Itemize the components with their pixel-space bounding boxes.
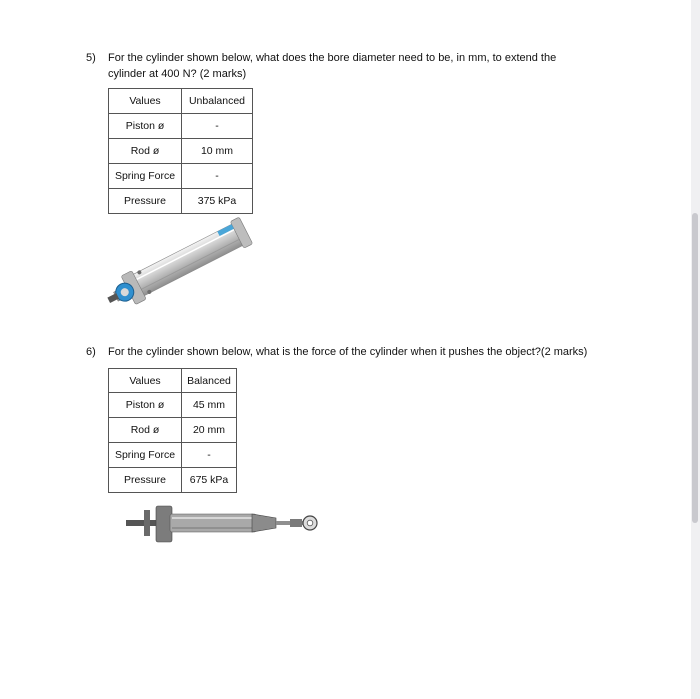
- scrollbar-thumb[interactable]: [692, 213, 698, 523]
- hydraulic-cylinder-image: [126, 502, 322, 546]
- table-header-cell: Values: [109, 89, 182, 114]
- question-6-line-1: For the cylinder shown below, what is the force of the cylinder when it pushes the object?(2 marks): [108, 346, 588, 358]
- table-row: [109, 189, 253, 214]
- table-cell: Spring Force: [109, 164, 182, 189]
- table-row: [109, 164, 253, 189]
- table-cell: -: [182, 443, 237, 468]
- table-cell: 45 mm: [182, 393, 237, 418]
- table-cell: Piston ø: [109, 393, 182, 418]
- table-header-row: [109, 89, 253, 114]
- table-row: [109, 139, 253, 164]
- question-6: [86, 344, 676, 362]
- table-cell: -: [182, 114, 253, 139]
- question-5-line-2: cylinder at 400 N? (2 marks): [108, 68, 247, 80]
- question-5-line-1: For the cylinder shown below, what does the bore diameter need to be, in mm, to extend the: [108, 52, 557, 64]
- table-cell: Rod ø: [109, 418, 182, 443]
- table-row: [109, 418, 237, 443]
- table-cell: 675 kPa: [182, 468, 237, 493]
- table-header-row: [109, 369, 237, 393]
- table-row: [109, 393, 237, 418]
- table-row: [109, 443, 237, 468]
- question-5: [86, 50, 646, 84]
- table-cell: Rod ø: [109, 139, 182, 164]
- table-cell: 10 mm: [182, 139, 253, 164]
- table-cell: Spring Force: [109, 443, 182, 468]
- question-6-number: 6): [86, 346, 96, 358]
- question-5-number: 5): [86, 52, 96, 64]
- table-header-cell: Balanced: [182, 369, 237, 393]
- table-cell: -: [182, 164, 253, 189]
- question-5-table: [108, 88, 253, 214]
- table-row: [109, 468, 237, 493]
- question-6-table: [108, 368, 237, 493]
- table-cell: Pressure: [109, 468, 182, 493]
- pneumatic-cylinder-image: [100, 214, 260, 314]
- table-cell: Piston ø: [109, 114, 182, 139]
- table-cell: 20 mm: [182, 418, 237, 443]
- table-header-cell: Values: [109, 369, 182, 393]
- table-cell: Pressure: [109, 189, 182, 214]
- table-row: [109, 114, 253, 139]
- table-cell: 375 kPa: [182, 189, 253, 214]
- scrollbar[interactable]: [691, 0, 700, 699]
- table-header-cell: Unbalanced: [182, 89, 253, 114]
